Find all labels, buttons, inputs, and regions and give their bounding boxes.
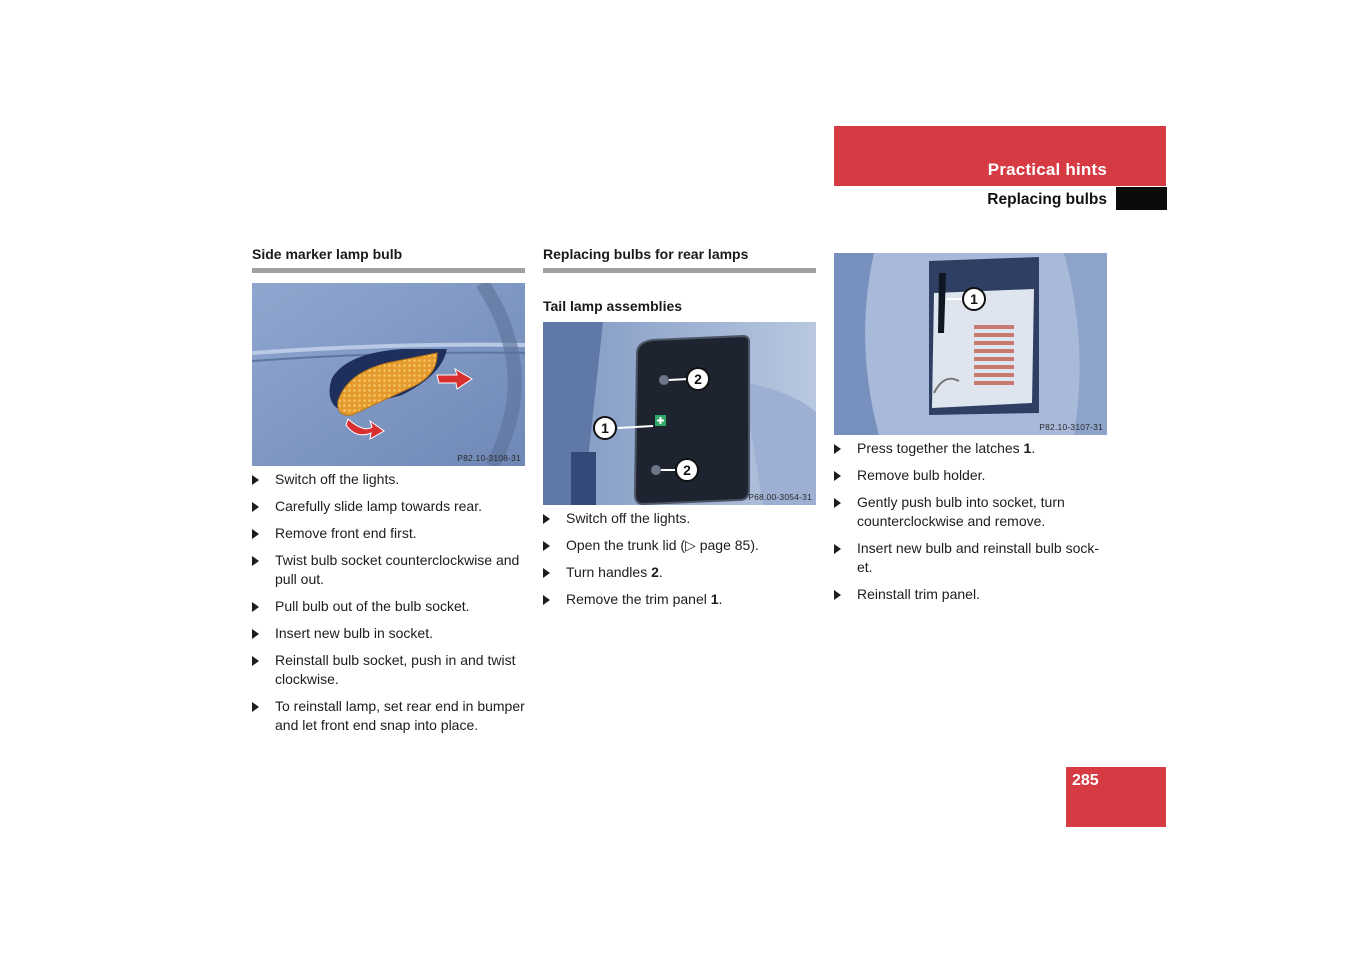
page-number: 285	[1072, 772, 1099, 789]
rear-lamps-heading: Replacing bulbs for rear lamps	[543, 245, 816, 273]
step-text: Remove the trim panel	[566, 591, 711, 607]
bullet-triangle-icon	[834, 590, 841, 600]
step-text: Gently push bulb into socket, turn counterclockwise and remove.	[857, 494, 1065, 529]
list-item	[252, 697, 525, 735]
bullet-triangle-icon	[252, 656, 259, 666]
callout-ref: 2	[651, 564, 659, 580]
side-marker-heading: Side marker lamp bulb	[252, 245, 525, 273]
bullet-triangle-icon	[543, 514, 550, 524]
tail-lamp-subheading: Tail lamp assemblies	[543, 298, 683, 314]
list-item	[834, 585, 1107, 604]
step-text: To reinstall lamp, set rear end in bumper and let front end snap into place.	[275, 698, 525, 733]
figure-code: P82.10-3107-31	[1039, 422, 1103, 432]
bullet-triangle-icon	[834, 471, 841, 481]
bullet-triangle-icon	[543, 595, 550, 605]
step-text: Press together the latches	[857, 440, 1024, 456]
list-item	[252, 651, 525, 689]
bullet-triangle-icon	[252, 702, 259, 712]
list-item	[252, 551, 525, 589]
step-text: Insert new bulb in socket.	[275, 625, 433, 641]
bullet-triangle-icon	[252, 529, 259, 539]
list-item	[834, 493, 1107, 531]
bulb-holder-figure	[834, 253, 1107, 435]
bullet-triangle-icon	[252, 475, 259, 485]
step-punct: .	[1031, 440, 1036, 456]
bullet-triangle-icon	[834, 498, 841, 508]
list-item	[252, 624, 525, 643]
step-text: Open the trunk lid (▷ page 85).	[566, 537, 759, 553]
rear-lamps-section	[543, 245, 816, 617]
callout-1: 1	[970, 291, 978, 307]
list-item	[543, 509, 816, 528]
bulb-holder-section	[834, 253, 1107, 612]
step-punct: .	[718, 591, 723, 607]
bulb-holder-steps	[834, 439, 1107, 604]
bullet-triangle-icon	[543, 541, 550, 551]
list-item	[252, 524, 525, 543]
step-text: Reinstall bulb socket, push in and twist clockwise.	[275, 652, 516, 687]
bulb-holder-illustration	[834, 253, 1107, 435]
list-item	[543, 563, 816, 582]
side-marker-illustration	[252, 283, 525, 466]
step-text: Remove bulb holder.	[857, 467, 986, 483]
list-item	[543, 590, 816, 609]
list-item	[252, 497, 525, 516]
step-text: Remove front end first.	[275, 525, 417, 541]
callout-1: 1	[601, 420, 609, 436]
section-tab-marker	[1116, 187, 1167, 210]
list-item	[252, 470, 525, 489]
step-text: Turn handles	[566, 564, 652, 580]
callout-ref: 1	[710, 591, 719, 607]
callout-2-bottom: 2	[683, 462, 691, 478]
side-marker-steps	[252, 470, 525, 735]
section-title: Replacing bulbs	[987, 191, 1107, 208]
chapter-title: Practical hints	[987, 160, 1107, 179]
list-item	[252, 597, 525, 616]
trunk-trim-figure	[543, 322, 816, 505]
step-text: Carefully slide lamp towards rear.	[275, 498, 482, 514]
callout-ref: 1	[1023, 440, 1032, 456]
bullet-triangle-icon	[252, 602, 259, 612]
step-text: Twist bulb socket counterclockwise and pull out.	[275, 552, 520, 587]
figure-code: P68.00-3054-31	[748, 492, 812, 502]
step-text: Insert new bulb and reinstall bulb sock-et.	[857, 540, 1100, 575]
step-text: Switch off the lights.	[566, 510, 691, 526]
step-punct: .	[658, 564, 663, 580]
figure-code: P82.10-3108-31	[457, 453, 521, 463]
rear-lamps-steps	[543, 509, 816, 609]
side-marker-section	[252, 245, 525, 743]
bullet-triangle-icon	[252, 502, 259, 512]
bullet-triangle-icon	[252, 556, 259, 566]
bullet-triangle-icon	[252, 629, 259, 639]
bullet-triangle-icon	[834, 444, 841, 454]
list-item	[834, 439, 1107, 458]
page-number-box	[1066, 767, 1166, 827]
callout-2-top: 2	[694, 371, 702, 387]
list-item	[543, 536, 816, 555]
side-marker-figure	[252, 283, 525, 466]
bullet-triangle-icon	[834, 544, 841, 554]
trunk-trim-illustration	[543, 322, 816, 505]
step-text: Switch off the lights.	[275, 471, 400, 487]
bullet-triangle-icon	[543, 568, 550, 578]
list-item	[834, 539, 1107, 577]
step-text: Reinstall trim panel.	[857, 586, 980, 602]
list-item	[834, 466, 1107, 485]
step-text: Pull bulb out of the bulb socket.	[275, 598, 470, 614]
